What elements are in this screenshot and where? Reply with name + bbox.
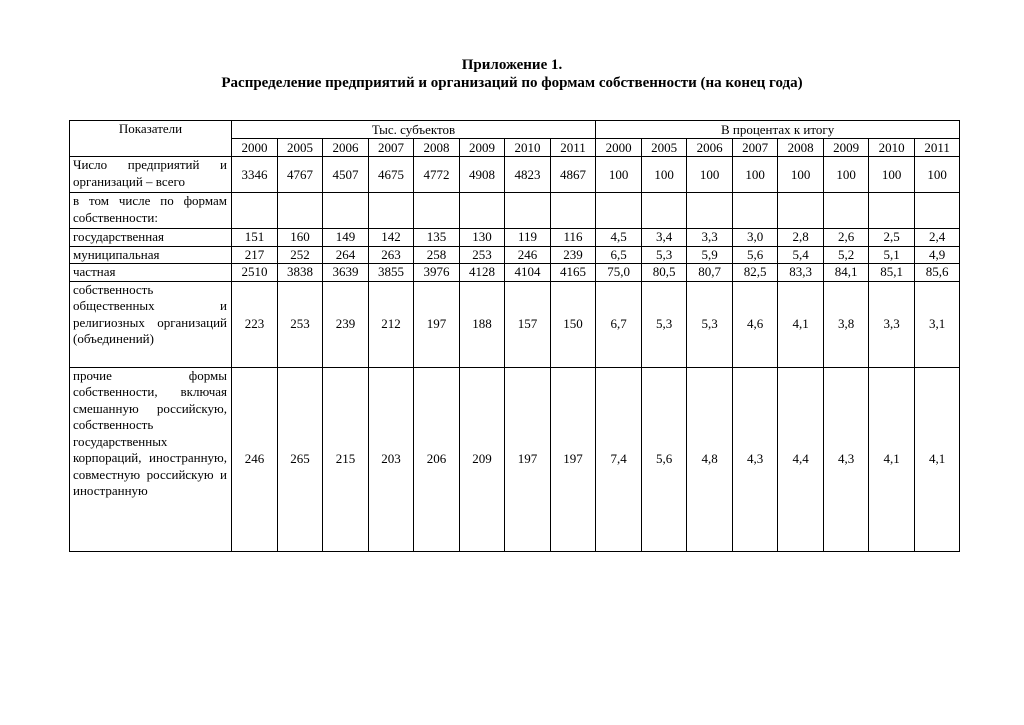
ownership-table: [69, 120, 960, 552]
value-percent: 75,0: [596, 264, 642, 282]
value-percent: 82,5: [733, 264, 778, 282]
table-row: [70, 367, 960, 551]
value-thousands: [414, 193, 460, 229]
table-row: [70, 281, 960, 367]
value-percent: 2,8: [778, 229, 824, 247]
value-thousands: 212: [369, 281, 414, 367]
value-thousands: [278, 193, 323, 229]
value-thousands: 239: [323, 281, 369, 367]
value-percent: 4,3: [824, 367, 869, 551]
value-thousands: [460, 193, 505, 229]
value-thousands: 188: [460, 281, 505, 367]
value-thousands: 209: [460, 367, 505, 551]
value-percent: 2,4: [915, 229, 960, 247]
value-thousands: 253: [278, 281, 323, 367]
value-thousands: 151: [232, 229, 278, 247]
value-percent: 4,5: [596, 229, 642, 247]
year-thousands: 2006: [323, 139, 369, 157]
value-thousands: 246: [232, 367, 278, 551]
value-thousands: 197: [551, 367, 596, 551]
table-caption: Распределение предприятий и организаций по формам собственности (на конец года): [221, 75, 803, 91]
value-percent: 5,3: [687, 281, 733, 367]
value-percent: [687, 193, 733, 229]
value-thousands: 4165: [551, 264, 596, 282]
table-row: [70, 264, 960, 282]
value-thousands: 239: [551, 246, 596, 264]
row-label: в том числе по формам собственности:: [70, 193, 232, 229]
value-percent: 5,3: [642, 246, 687, 264]
value-thousands: 4772: [414, 157, 460, 193]
value-thousands: 4104: [505, 264, 551, 282]
value-percent: 5,6: [733, 246, 778, 264]
value-percent: [778, 193, 824, 229]
year-percent: 2007: [733, 139, 778, 157]
value-thousands: 246: [505, 246, 551, 264]
value-thousands: 4128: [460, 264, 505, 282]
value-thousands: 252: [278, 246, 323, 264]
value-thousands: [232, 193, 278, 229]
value-thousands: 215: [323, 367, 369, 551]
value-thousands: 130: [460, 229, 505, 247]
year-thousands: 2008: [414, 139, 460, 157]
table-row: [70, 193, 960, 229]
value-thousands: 253: [460, 246, 505, 264]
year-percent: 2005: [642, 139, 687, 157]
value-percent: 4,6: [733, 281, 778, 367]
value-percent: [596, 193, 642, 229]
value-thousands: 197: [414, 281, 460, 367]
value-percent: 6,5: [596, 246, 642, 264]
value-percent: [869, 193, 915, 229]
value-percent: 3,3: [869, 281, 915, 367]
row-label: прочие формы собственности, включая смешанную российскую, собственность государственных корпораций, иностранную, совместную российскую и иностранную: [70, 367, 232, 551]
year-percent: 2009: [824, 139, 869, 157]
value-percent: 4,1: [869, 367, 915, 551]
year-thousands: 2007: [369, 139, 414, 157]
value-percent: 100: [915, 157, 960, 193]
value-thousands: [551, 193, 596, 229]
value-percent: [733, 193, 778, 229]
value-percent: 5,6: [642, 367, 687, 551]
value-thousands: [505, 193, 551, 229]
value-percent: 4,3: [733, 367, 778, 551]
year-thousands: 2000: [232, 139, 278, 157]
value-thousands: 4908: [460, 157, 505, 193]
value-percent: 84,1: [824, 264, 869, 282]
value-thousands: 157: [505, 281, 551, 367]
value-percent: 3,1: [915, 281, 960, 367]
value-percent: [642, 193, 687, 229]
value-percent: 4,9: [915, 246, 960, 264]
value-percent: 100: [733, 157, 778, 193]
value-thousands: [369, 193, 414, 229]
value-thousands: 223: [232, 281, 278, 367]
row-label: государственная: [70, 229, 232, 247]
header-thousands: Тыс. субъектов: [232, 121, 596, 139]
value-thousands: 116: [551, 229, 596, 247]
value-percent: 100: [642, 157, 687, 193]
value-percent: 83,3: [778, 264, 824, 282]
row-label: Число предприятий и организаций – всего: [70, 157, 232, 193]
value-thousands: 135: [414, 229, 460, 247]
value-thousands: 264: [323, 246, 369, 264]
value-percent: [915, 193, 960, 229]
table-row: [70, 229, 960, 247]
value-thousands: 3855: [369, 264, 414, 282]
row-label: собственность общественных и религиозных организаций (объединений): [70, 281, 232, 367]
year-percent: 2000: [596, 139, 642, 157]
value-thousands: 4507: [323, 157, 369, 193]
value-thousands: 4867: [551, 157, 596, 193]
value-percent: 4,1: [915, 367, 960, 551]
table-row: [70, 246, 960, 264]
value-thousands: 3976: [414, 264, 460, 282]
value-percent: 100: [778, 157, 824, 193]
year-thousands: 2005: [278, 139, 323, 157]
value-percent: 5,2: [824, 246, 869, 264]
value-percent: 2,5: [869, 229, 915, 247]
value-percent: 100: [869, 157, 915, 193]
value-percent: [824, 193, 869, 229]
year-thousands: 2010: [505, 139, 551, 157]
header-percent: В процентах к итогу: [596, 121, 960, 139]
value-thousands: 149: [323, 229, 369, 247]
value-thousands: 3838: [278, 264, 323, 282]
value-thousands: 206: [414, 367, 460, 551]
value-thousands: 197: [505, 367, 551, 551]
value-thousands: 160: [278, 229, 323, 247]
row-label: муниципальная: [70, 246, 232, 264]
appendix-title: Приложение 1.: [461, 57, 563, 73]
value-percent: 3,0: [733, 229, 778, 247]
value-percent: 4,4: [778, 367, 824, 551]
value-percent: 5,9: [687, 246, 733, 264]
value-thousands: 4767: [278, 157, 323, 193]
value-percent: 100: [596, 157, 642, 193]
value-percent: 80,5: [642, 264, 687, 282]
value-percent: 100: [824, 157, 869, 193]
value-thousands: 203: [369, 367, 414, 551]
value-thousands: 150: [551, 281, 596, 367]
value-percent: 3,8: [824, 281, 869, 367]
value-thousands: [323, 193, 369, 229]
value-percent: 5,3: [642, 281, 687, 367]
value-percent: 6,7: [596, 281, 642, 367]
value-percent: 3,3: [687, 229, 733, 247]
year-thousands: 2011: [551, 139, 596, 157]
header-indicators: Показатели: [70, 121, 232, 157]
value-thousands: 142: [369, 229, 414, 247]
value-thousands: 258: [414, 246, 460, 264]
year-thousands: 2009: [460, 139, 505, 157]
value-thousands: 4675: [369, 157, 414, 193]
value-thousands: 3639: [323, 264, 369, 282]
table-row: [70, 157, 960, 193]
value-percent: 7,4: [596, 367, 642, 551]
value-percent: 100: [687, 157, 733, 193]
row-label: частная: [70, 264, 232, 282]
year-percent: 2008: [778, 139, 824, 157]
value-percent: 3,4: [642, 229, 687, 247]
value-percent: 5,4: [778, 246, 824, 264]
value-percent: 4,8: [687, 367, 733, 551]
year-percent: 2006: [687, 139, 733, 157]
year-percent: 2010: [869, 139, 915, 157]
value-percent: 2,6: [824, 229, 869, 247]
value-thousands: 263: [369, 246, 414, 264]
value-thousands: 119: [505, 229, 551, 247]
year-percent: 2011: [915, 139, 960, 157]
value-percent: 5,1: [869, 246, 915, 264]
value-thousands: 3346: [232, 157, 278, 193]
value-thousands: 265: [278, 367, 323, 551]
value-thousands: 4823: [505, 157, 551, 193]
value-percent: 85,1: [869, 264, 915, 282]
value-thousands: 2510: [232, 264, 278, 282]
value-percent: 85,6: [915, 264, 960, 282]
value-percent: 4,1: [778, 281, 824, 367]
value-thousands: 217: [232, 246, 278, 264]
value-percent: 80,7: [687, 264, 733, 282]
